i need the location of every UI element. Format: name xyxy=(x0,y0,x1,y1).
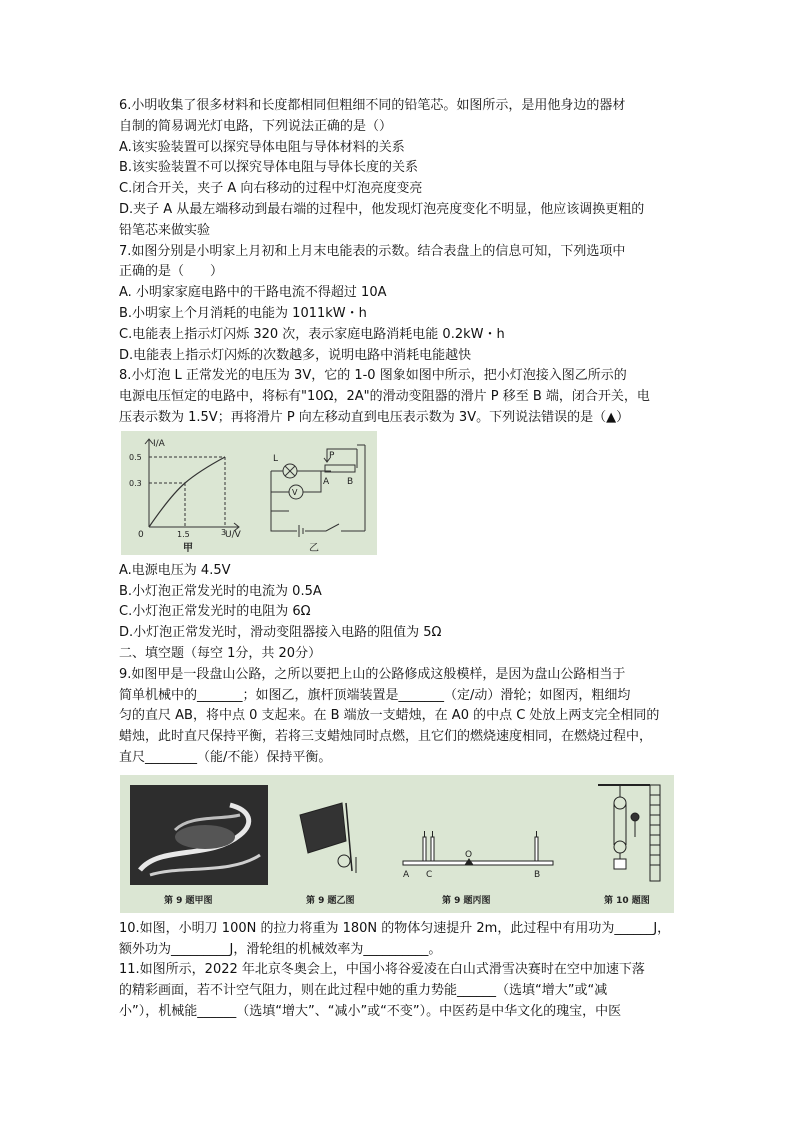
ruler-label-c: C xyxy=(426,869,433,880)
x-tick: 1.5 xyxy=(177,529,190,539)
caption-9b: 第 9 题乙图 xyxy=(306,895,355,906)
section-heading: 二、填空题（每空 1分，共 20分） xyxy=(119,645,322,661)
question-6 xyxy=(119,96,679,242)
q8-option-a: A.电源电压为 4.5V xyxy=(119,562,231,578)
q9-line: 匀的直尺 AB，将中点 0 支起来。在 B 端放一支蜡烛，在 A0 的中点 C 处放上两支完全相同的 xyxy=(119,708,660,724)
q6-line: 铅笔芯来做实验 xyxy=(119,222,211,238)
origin-label: 0 xyxy=(138,529,144,540)
q8-option-b: B.小灯泡正常发光时的电流为 0.5A xyxy=(119,583,322,599)
q7-option-c: C.电能表上指示灯闪烁 320 次，表示家庭电路消耗电能 0.2kW・h xyxy=(119,326,505,342)
voltmeter-label: V xyxy=(292,487,298,497)
question-11 xyxy=(119,960,679,1022)
q8-line: 8.小灯泡 L 正常发光的电压为 3V，它的 1-0 图象如图中所示，把小灯泡接入图乙所示的 xyxy=(119,368,627,384)
q7-line: 7.如图分别是小明家上月初和上月末电能表的示数。结合表盘上的信息可知，下列选项中 xyxy=(119,243,626,259)
q6-option-a: A.该实验装置可以探究导体电阻与导体材料的关系 xyxy=(119,139,405,155)
end-a-label: A xyxy=(323,476,330,487)
q8-option-d: D.小灯泡正常发光时，滑动变阻器接入电路的阻值为 5Ω xyxy=(119,625,442,641)
q8-option-c: C.小灯泡正常发光时的电阻为 6Ω xyxy=(119,604,311,620)
caption-9c: 第 9 题丙图 xyxy=(442,895,491,906)
y-tick: 0.5 xyxy=(129,452,142,462)
q8-figure-svg xyxy=(121,431,377,555)
q9-figure-svg xyxy=(120,775,674,913)
ruler-label-a: A xyxy=(403,869,410,880)
q8-figure xyxy=(121,431,377,555)
q9-line: 9.如图甲是一段盘山公路，之所以要把上山的公路修成这般模样，是因为盘山公路相当于 xyxy=(119,666,626,682)
q6-line: 自制的简易调光灯电路，下列说法正确的是（） xyxy=(119,118,393,134)
q8-line: 压表示数为 1.5V；再将滑片 P 向左移动直到电压表示数为 3V。下列说法错误的是（▲） xyxy=(119,409,630,425)
lamp-label: L xyxy=(273,453,279,464)
q9-figure-strip xyxy=(120,775,674,913)
ruler-label-b: B xyxy=(534,869,541,880)
q7-line: 正确的是（ ） xyxy=(119,264,224,280)
q7-option-d: D.电能表上指示灯闪烁的次数越多，说明电路中消耗电能越快 xyxy=(119,347,472,363)
q6-option-c: C.闭合开关，夹子 A 向右移动的过程中灯泡亮度变亮 xyxy=(119,181,423,197)
question-8 xyxy=(119,366,679,644)
question-9 xyxy=(119,665,679,913)
q9-line: 蜡烛，此时直尺保持平衡，若将三支蜡烛同时点燃，且它们的燃烧速度相同，在燃烧过程中， xyxy=(119,729,653,745)
q7-option-b: B.小明家上个月消耗的电能为 1011kW・h xyxy=(119,305,367,321)
q6-line: 6.小明收集了很多材料和长度都相同但粗细不同的铅笔芯。如图所示，是用他身边的器材 xyxy=(119,98,626,113)
slider-label: P xyxy=(329,450,335,461)
q11-line: 的精彩画面，若不计空气阻力，则在此过程中她的重力势能______（选填“增大”或“减 xyxy=(119,983,608,999)
caption-10: 第 10 题图 xyxy=(604,895,650,906)
q11-line: 11.如图所示，2022 年北京冬奥会上，中国小将谷爱凌在白山式滑雪决赛时在空中加速下落 xyxy=(119,962,645,978)
y-tick: 0.3 xyxy=(129,478,142,488)
q10-line: 10.如图，小明刀 100N 的拉力将重为 180N 的物体匀速提升 2m，此过程中有用功为______J， xyxy=(119,920,671,936)
y-axis-label: I/A xyxy=(153,438,165,449)
q7-option-a: A. 小明家家庭电路中的干路电流不得超过 10A xyxy=(119,285,387,301)
ruler-label-o: O xyxy=(465,849,473,860)
caption-9a: 第 9 题甲图 xyxy=(164,895,213,906)
question-7 xyxy=(119,242,679,367)
q10-line: 额外功为_________J，滑轮组的机械效率为__________。 xyxy=(119,941,442,957)
q9-line: 简单机械中的_______；如图乙，旗杆顶端装置是_______（定/动）滑轮；如图丙，粗细均 xyxy=(119,687,631,703)
question-10 xyxy=(119,919,679,961)
exam-page xyxy=(119,96,679,1023)
q8-line: 电源电压恒定的电路中，将标有"10Ω，2A"的滑动变阻器的滑片 P 移至 B 端，闭合开关，电 xyxy=(119,389,650,405)
q11-line: 小”），机械能______（选填“增大”、“减小”或“不变”）。中医药是中华文化的瑰宝，中医 xyxy=(119,1003,622,1019)
q9-line: 直尺________（能/不能）保持平衡。 xyxy=(119,749,332,765)
x-tick: 3 xyxy=(221,527,227,537)
caption-yi: 乙 xyxy=(309,542,319,554)
q6-option-b: B.该实验装置不可以探究导体电阻与导体长度的关系 xyxy=(119,160,419,176)
mountain-road-photo xyxy=(130,785,268,885)
q6-option-d: D.夹子 A 从最左端移动到最右端的过程中，他发现灯泡亮度变化不明显，他应该调换更粗的 xyxy=(119,201,645,217)
x-axis-label: U/V xyxy=(225,529,241,540)
end-b-label: B xyxy=(347,476,354,487)
caption-jia: 甲 xyxy=(183,542,193,554)
